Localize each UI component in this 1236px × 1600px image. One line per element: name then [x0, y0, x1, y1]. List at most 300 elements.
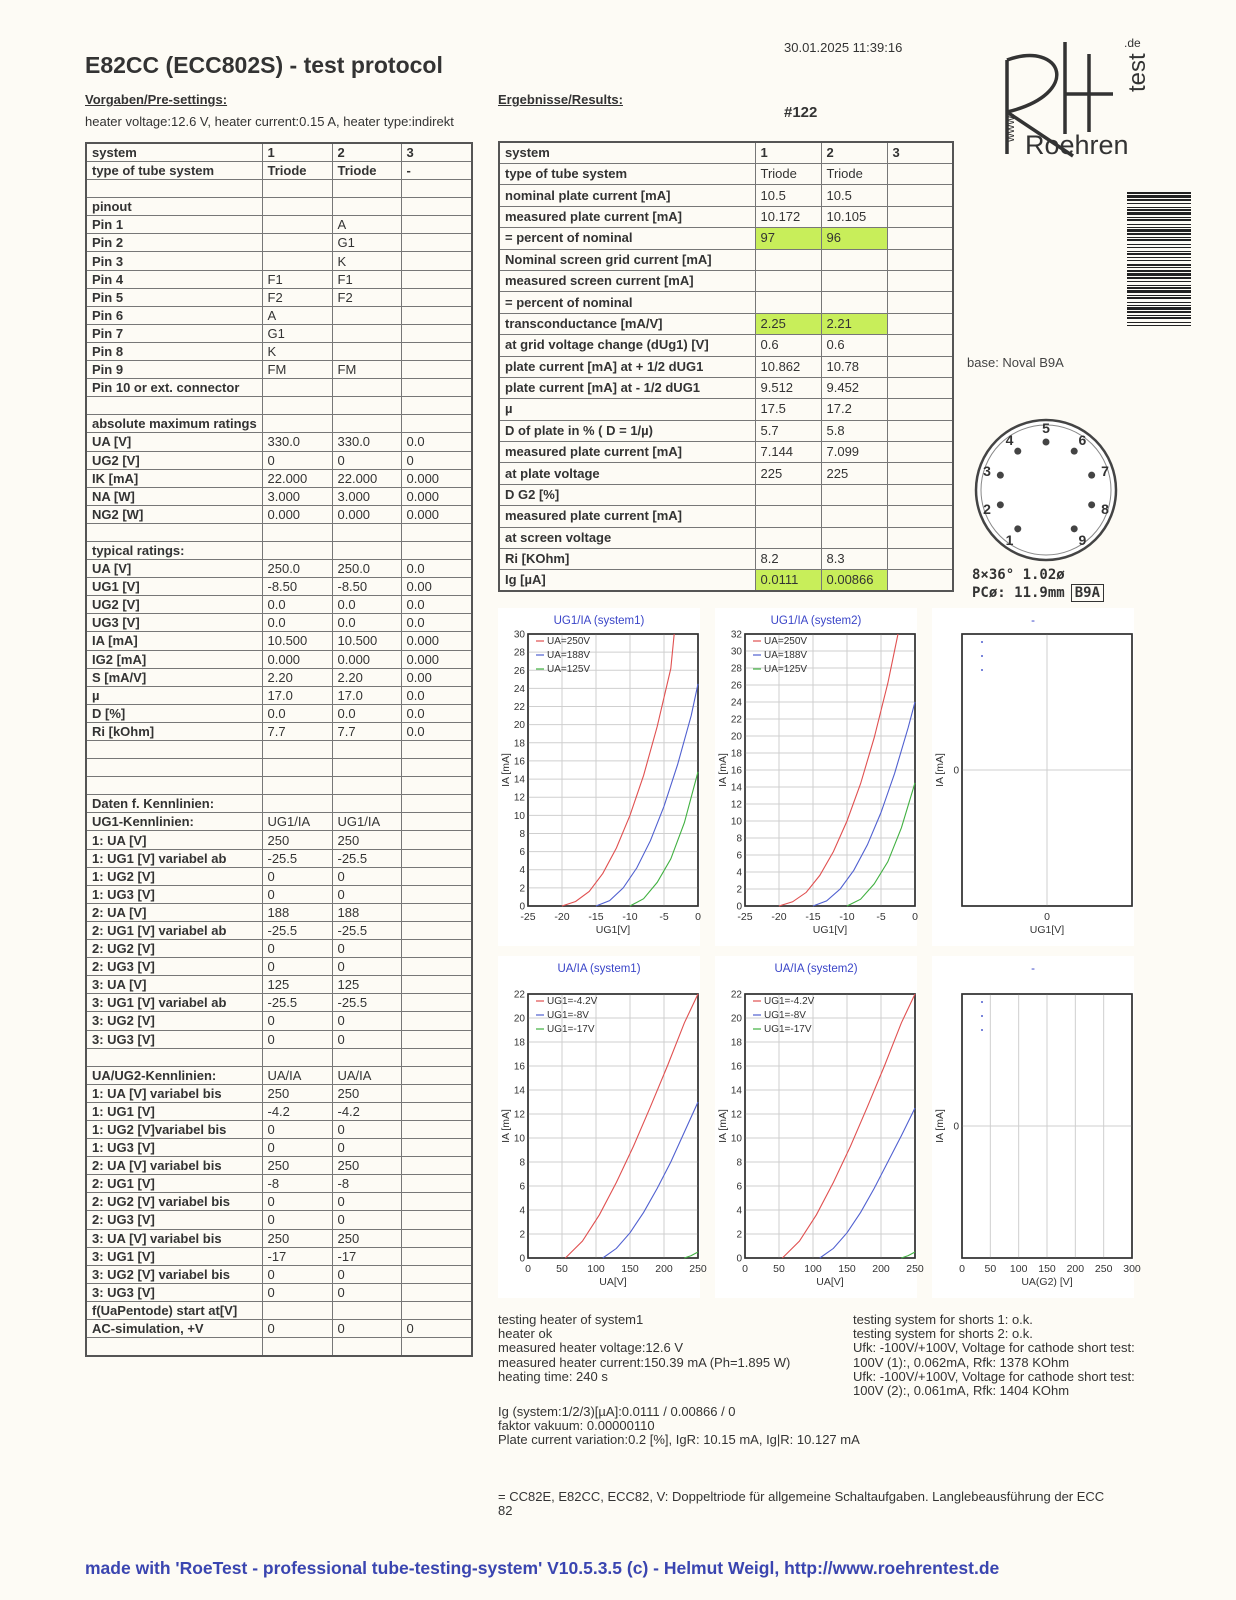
cell-value: 0 [262, 1283, 332, 1301]
cell-value: 17.0 [262, 686, 332, 704]
cell-value [401, 252, 472, 270]
socket-pin [997, 472, 1004, 479]
x-tick-label: 0 [525, 1263, 531, 1275]
socket-pin-label: 5 [1042, 420, 1050, 436]
cell-value [401, 180, 472, 198]
cell-value: -25.5 [262, 994, 332, 1012]
cell-value: 2 [821, 142, 887, 164]
cell-value [887, 442, 953, 463]
cell-value: 0.0 [262, 704, 332, 722]
cell-value [332, 777, 401, 795]
table-row [86, 1120, 472, 1138]
cell-value [401, 1265, 472, 1283]
x-tick-label: 100 [804, 1263, 822, 1275]
cell-value: 0 [332, 1193, 401, 1211]
cell-value: 7.7 [332, 722, 401, 740]
cell-value: 0.000 [262, 505, 332, 523]
cell-value [262, 234, 332, 252]
barcode-bar [1127, 233, 1191, 235]
cell-value: 0.000 [401, 505, 472, 523]
cell-value: 330.0 [332, 433, 401, 451]
y-tick-label: 22 [730, 714, 742, 726]
y-tick-label: 0 [519, 1253, 525, 1265]
cell-value: 1 [262, 143, 332, 162]
cell-value [887, 506, 953, 527]
chart-ug1-ia-system3 [932, 608, 1134, 946]
cell-value [332, 198, 401, 216]
cell-value: 0.0 [262, 614, 332, 632]
note-line: measured heater current:150.39 mA (Ph=1.895 W) [498, 1354, 791, 1370]
row-label: 3: UG3 [V] [86, 1030, 262, 1048]
cell-value [887, 463, 953, 484]
cell-value [401, 1102, 472, 1120]
cell-value: 0 [332, 958, 401, 976]
y-tick-label: 26 [513, 665, 525, 677]
cell-value [887, 420, 953, 441]
y-tick-label: 6 [736, 1181, 742, 1193]
cell-value: 22.000 [332, 469, 401, 487]
barcode-bar [1127, 325, 1191, 326]
cell-value [332, 795, 401, 813]
cell-value [332, 415, 401, 433]
cell-value: 0.0111 [755, 570, 821, 592]
table-row [499, 463, 953, 484]
table-row [86, 324, 472, 342]
row-label: Pin 2 [86, 234, 262, 252]
cell-value: 0 [332, 451, 401, 469]
chart-title: - [1031, 963, 1035, 975]
row-label: at grid voltage change (dUg1) [V] [499, 335, 755, 356]
cell-value: 0.000 [332, 650, 401, 668]
row-label: Pin 6 [86, 306, 262, 324]
cell-value [401, 1120, 472, 1138]
cell-value [401, 270, 472, 288]
cell-value: 0.0 [332, 614, 401, 632]
cell-value: 0 [332, 1283, 401, 1301]
row-label: 3: UG1 [V] variabel ab [86, 994, 262, 1012]
socket-pin-label: 4 [1005, 431, 1014, 448]
table-row [86, 198, 472, 216]
legend-dot [981, 641, 983, 643]
table-row [86, 1229, 472, 1247]
table-row [86, 1139, 472, 1157]
x-axis-label: UA[V] [599, 1276, 627, 1288]
barcode-bar [1127, 307, 1191, 310]
y-tick-label: 16 [513, 756, 525, 768]
barcode-bar [1127, 285, 1191, 286]
table-row [499, 506, 953, 527]
x-tick-label: 0 [695, 911, 701, 923]
legend-dot [981, 1001, 983, 1003]
cell-value [332, 379, 401, 397]
row-label: type of tube system [86, 162, 262, 180]
row-label: 1: UG2 [V] [86, 867, 262, 885]
barcode-graphic [1127, 192, 1191, 330]
chart-ua-ia-system2 [715, 956, 924, 1298]
cell-value: -8.50 [332, 578, 401, 596]
row-label: 3: UA [V] variabel bis [86, 1229, 262, 1247]
y-tick-label: 10 [513, 810, 525, 822]
y-tick-label: 0 [953, 765, 959, 777]
cell-value: 0 [332, 1320, 401, 1338]
cell-value: 0 [262, 451, 332, 469]
row-label: type of tube system [499, 164, 755, 185]
cell-value [401, 198, 472, 216]
base-label: base: Noval B9A [967, 355, 1064, 370]
table-row [499, 549, 953, 570]
cell-value [262, 759, 332, 777]
cell-value: 125 [262, 976, 332, 994]
cell-value [821, 249, 887, 270]
cell-value [755, 270, 821, 291]
table-row [86, 759, 472, 777]
barcode-bar [1127, 209, 1191, 211]
socket-pin [1071, 525, 1078, 532]
cell-value: G1 [332, 234, 401, 252]
table-row [86, 361, 472, 379]
cell-value [401, 885, 472, 903]
cell-value: 3.000 [332, 487, 401, 505]
cell-value: 0.00 [401, 578, 472, 596]
cell-value: 10.5 [821, 185, 887, 206]
y-tick-label: 30 [513, 629, 525, 641]
y-tick-label: 2 [519, 883, 525, 895]
timestamp: 30.01.2025 11:39:16 [784, 40, 903, 55]
note-line: = CC82E, E82CC, ECC82, V: Doppeltriode für allgemeine Schaltaufgaben. Langlebeausführung der ECC [498, 1489, 1105, 1504]
cell-value: 0 [262, 940, 332, 958]
row-label: Pin 10 or ext. connector [86, 379, 262, 397]
barcode-bar [1127, 297, 1191, 299]
row-label: Pin 9 [86, 361, 262, 379]
cell-value: 0.000 [332, 505, 401, 523]
note-line: Ufk: -100V/+100V, Voltage for cathode short test: [853, 1340, 1135, 1356]
cell-value: 330.0 [262, 433, 332, 451]
socket-pin [997, 501, 1004, 508]
row-label: Pin 7 [86, 324, 262, 342]
table-row [499, 442, 953, 463]
y-tick-label: 14 [730, 782, 742, 794]
y-tick-label: 10 [513, 1133, 525, 1145]
cell-value [262, 415, 332, 433]
socket-graphic [968, 418, 1124, 566]
row-label [86, 759, 262, 777]
cell-value: 250 [262, 1229, 332, 1247]
row-label: 1: UG1 [V] variabel ab [86, 849, 262, 867]
x-tick-label: 0 [742, 1263, 748, 1275]
cell-value: 3 [401, 143, 472, 162]
cell-value: A [332, 216, 401, 234]
table-row [499, 484, 953, 505]
cell-value: 0 [332, 1265, 401, 1283]
table-row [86, 252, 472, 270]
cell-value [821, 506, 887, 527]
table-row [86, 216, 472, 234]
cell-value [401, 361, 472, 379]
cell-value [887, 335, 953, 356]
table-row [86, 469, 472, 487]
x-tick-label: 250 [906, 1263, 924, 1275]
note-line: testing heater of system1 [498, 1312, 644, 1327]
y-tick-label: 24 [513, 683, 525, 695]
cell-value: 250 [262, 1084, 332, 1102]
barcode-bar [1127, 237, 1191, 238]
cell-value: -8 [262, 1175, 332, 1193]
legend-label: UA=188V [764, 650, 808, 661]
cell-value: 250.0 [332, 560, 401, 578]
row-label [86, 777, 262, 795]
cell-value [401, 795, 472, 813]
socket-pc-diameter: PCø: 11.9mm [972, 585, 1065, 601]
table-row [86, 668, 472, 686]
table-row [86, 813, 472, 831]
cell-value: - [401, 162, 472, 180]
cell-value: 17.2 [821, 399, 887, 420]
row-label: D G2 [%] [499, 484, 755, 505]
row-label: Daten f. Kennlinien: [86, 795, 262, 813]
y-tick-label: 28 [513, 647, 525, 659]
row-label: Pin 8 [86, 342, 262, 360]
table-row [86, 1320, 472, 1338]
cell-value [401, 1247, 472, 1265]
cell-value: F1 [332, 270, 401, 288]
cell-value: 5.7 [755, 420, 821, 441]
table-row [86, 1265, 472, 1283]
cell-value: UA/IA [332, 1066, 401, 1084]
note-line: heating time: 240 s [498, 1368, 608, 1384]
barcode-bar [1127, 199, 1191, 201]
row-label: transconductance [mA/V] [499, 313, 755, 334]
cell-value [332, 523, 401, 541]
table-row [86, 1283, 472, 1301]
cell-value [401, 777, 472, 795]
barcode-bar [1127, 290, 1191, 293]
row-label: Pin 4 [86, 270, 262, 288]
cell-value: 225 [755, 463, 821, 484]
cell-value: 0 [332, 1211, 401, 1229]
note-line: Plate current variation:0.2 [%], IgR: 10.15 mA, Ig|R: 10.127 mA [498, 1432, 860, 1448]
table-row [86, 1084, 472, 1102]
table-row [86, 1193, 472, 1211]
cell-value: 0.6 [821, 335, 887, 356]
cell-value [401, 867, 472, 885]
cell-value [887, 527, 953, 548]
cell-value: 0.6 [755, 335, 821, 356]
row-label: 1: UG2 [V]variabel bis [86, 1120, 262, 1138]
cell-value: 5.8 [821, 420, 887, 441]
cell-value [262, 252, 332, 270]
legend-label: UA=250V [547, 636, 591, 647]
cell-value [401, 523, 472, 541]
cell-value: UG1/IA [332, 813, 401, 831]
cell-value: 250.0 [262, 560, 332, 578]
socket-pin [1088, 472, 1095, 479]
table-row [86, 288, 472, 306]
table-row [86, 234, 472, 252]
legend-label: UG1=-4.2V [547, 996, 598, 1007]
cell-value [401, 415, 472, 433]
cell-value: 10.500 [332, 632, 401, 650]
x-tick-label: 50 [773, 1263, 785, 1275]
cell-value [262, 741, 332, 759]
cell-value: 0 [262, 867, 332, 885]
barcode-bar [1127, 247, 1191, 248]
cell-value: -17 [262, 1247, 332, 1265]
barcode-bar [1127, 322, 1191, 323]
y-tick-label: 12 [730, 1109, 742, 1121]
presettings-heading: Vorgaben/Pre-settings: [85, 92, 228, 107]
table-row [86, 1211, 472, 1229]
cell-value [887, 484, 953, 505]
y-tick-label: 18 [513, 738, 525, 750]
note-line: heater ok [498, 1326, 553, 1342]
table-row [86, 487, 472, 505]
cell-value: UG1/IA [262, 813, 332, 831]
table-row [86, 397, 472, 415]
barcode-bar [1127, 260, 1191, 261]
cell-value [332, 741, 401, 759]
table-row [499, 356, 953, 377]
cell-value [401, 1157, 472, 1175]
y-tick-label: 0 [736, 901, 742, 913]
cell-value [332, 541, 401, 559]
x-tick-label: 200 [872, 1263, 890, 1275]
cell-value [755, 484, 821, 505]
y-tick-label: 0 [953, 1121, 959, 1133]
table-row [499, 249, 953, 270]
y-tick-label: 20 [513, 720, 525, 732]
barcode-bar [1127, 287, 1191, 289]
cell-value: -4.2 [262, 1102, 332, 1120]
cell-value: 0 [401, 1320, 472, 1338]
cell-value [401, 903, 472, 921]
cell-value: 0 [262, 1120, 332, 1138]
table-row [86, 180, 472, 198]
note-line: measured heater voltage:12.6 V [498, 1340, 684, 1356]
chart-title: UG1/IA (system1) [553, 615, 645, 627]
cell-value [262, 1301, 332, 1319]
note-line: Ig (system:1/2/3)[µA]:0.0111 / 0.00866 / 0 [498, 1404, 736, 1419]
x-tick-label: 50 [556, 1263, 568, 1275]
row-label: 2: UG1 [V] [86, 1175, 262, 1193]
y-tick-label: 20 [730, 1013, 742, 1025]
table-row [499, 399, 953, 420]
cell-value [262, 1048, 332, 1066]
cell-value [262, 216, 332, 234]
barcode-bar [1127, 219, 1191, 221]
row-label: system [499, 142, 755, 164]
table-row [86, 1030, 472, 1048]
cell-value: 0.0 [401, 596, 472, 614]
cell-value [262, 198, 332, 216]
note-line: testing system for shorts 2: o.k. [853, 1326, 1033, 1342]
row-label: measured plate current [mA] [499, 442, 755, 463]
barcode-bar [1127, 203, 1191, 204]
row-label: Ig [µA] [499, 570, 755, 592]
barcode-bar [1127, 224, 1191, 225]
cell-value [401, 759, 472, 777]
table-row [86, 523, 472, 541]
x-tick-label: 300 [1123, 1263, 1141, 1275]
shorts-notes [853, 1313, 1135, 1398]
y-tick-label: 4 [736, 1205, 742, 1217]
note-line: Ufk: -100V/+100V, Voltage for cathode short test: [853, 1368, 1135, 1384]
row-label: UG2 [V] [86, 451, 262, 469]
row-label: AC-simulation, +V [86, 1320, 262, 1338]
socket-pin-label: 7 [1101, 462, 1109, 479]
cell-value [401, 288, 472, 306]
cell-value: F2 [262, 288, 332, 306]
table-row [86, 831, 472, 849]
barcode-bar [1127, 305, 1191, 306]
table-row [86, 632, 472, 650]
cell-value [401, 306, 472, 324]
y-tick-label: 4 [519, 865, 525, 877]
x-tick-label: 200 [1066, 1263, 1085, 1275]
table-row [499, 164, 953, 185]
socket-pin [1043, 439, 1050, 446]
table-row [86, 1066, 472, 1084]
table-row [86, 379, 472, 397]
legend-label: UA=188V [547, 650, 591, 661]
cell-value [755, 292, 821, 313]
table-row [86, 1301, 472, 1319]
row-label: absolute maximum ratings [86, 415, 262, 433]
logo-text: Roehren [1025, 130, 1129, 160]
y-tick-label: 10 [730, 1133, 742, 1145]
legend-dot [981, 1015, 983, 1017]
cell-value [332, 397, 401, 415]
cell-value: 250 [332, 1229, 401, 1247]
x-tick-label: 100 [1009, 1263, 1028, 1275]
cell-value [401, 379, 472, 397]
cell-value: 7.7 [262, 722, 332, 740]
row-label: at plate voltage [499, 463, 755, 484]
cell-value [401, 813, 472, 831]
cell-value: 0.000 [401, 469, 472, 487]
cell-value [401, 324, 472, 342]
y-tick-label: 14 [513, 774, 525, 786]
table-row [499, 335, 953, 356]
cell-value [887, 206, 953, 227]
y-tick-label: 0 [736, 1253, 742, 1265]
cell-value: 3 [887, 142, 953, 164]
table-row [86, 541, 472, 559]
cell-value [401, 234, 472, 252]
cell-value [401, 1175, 472, 1193]
table-row [86, 885, 472, 903]
cell-value: 0 [262, 1030, 332, 1048]
y-axis-label: IA [mA] [500, 1109, 512, 1143]
cell-value: Triode [262, 162, 332, 180]
chart-ug1-ia-system1 [498, 608, 700, 946]
row-label: 2: UG3 [V] [86, 958, 262, 976]
socket-pin [1071, 448, 1078, 455]
row-label: Ri [KOhm] [499, 549, 755, 570]
cell-value [821, 527, 887, 548]
row-label: IA [mA] [86, 632, 262, 650]
cell-value [401, 541, 472, 559]
x-tick-label: -5 [659, 911, 669, 923]
legend-label: UA=125V [547, 664, 591, 675]
row-label: 1: UG3 [V] [86, 1139, 262, 1157]
x-tick-label: -10 [839, 911, 855, 923]
cell-value: 17.0 [332, 686, 401, 704]
table-row [86, 433, 472, 451]
cell-value: -25.5 [262, 921, 332, 939]
cell-value [887, 164, 953, 185]
cell-value: 0 [262, 1320, 332, 1338]
cell-value: 225 [821, 463, 887, 484]
